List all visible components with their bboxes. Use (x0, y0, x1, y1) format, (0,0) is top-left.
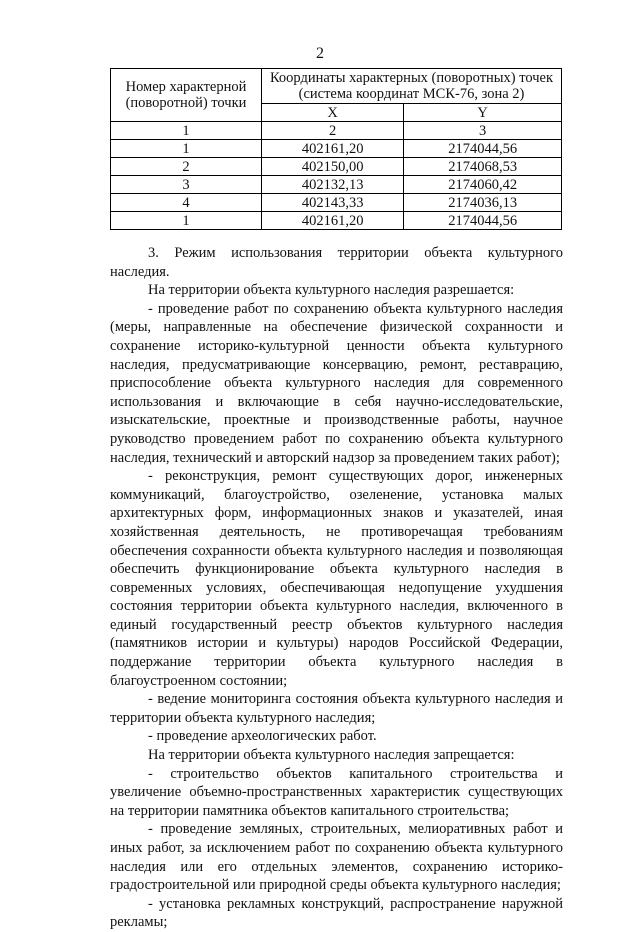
y-value: 2174044,56 (404, 212, 562, 230)
table-row (111, 176, 562, 194)
x-value: 402132,13 (262, 176, 404, 194)
x-value: 402161,20 (262, 212, 404, 230)
y-value: 2174068,53 (404, 158, 562, 176)
y-value: 2174060,42 (404, 176, 562, 194)
section-heading: 3. Режим использования территории объекта культурного наследия. (110, 245, 563, 280)
table-row (111, 158, 562, 176)
header-x: X (262, 104, 404, 122)
table-header-row (111, 69, 562, 104)
column-number: 1 (111, 122, 262, 140)
column-number: 3 (404, 122, 562, 140)
x-value: 402143,33 (262, 194, 404, 212)
table-row (111, 194, 562, 212)
header-y: Y (404, 104, 562, 122)
table-row (111, 140, 562, 158)
allowed-item: - реконструкция, ремонт существующих дорог, инженерных коммуникаций, благоустройство, озеленение, установка малых архитектурных форм, информационных знаков и указателей, иная хозяйственная деятельность, не противоречащая требованиям обеспечения сохранности объекта культурного наследия и позволяющая обеспечить функционирование объекта культурного наследия в современных условиях, обеспечивающая недопущение ухудшения состояния территории объекта культурного наследия, включенного в единый государственный реестр объектов культурного наследия (памятников истории и культуры) народов Российской Федерации, поддержание территории объекта культурного наследия в благоустроенном состоянии; (110, 468, 563, 689)
table-numbering-row (111, 122, 562, 140)
y-value: 2174044,56 (404, 140, 562, 158)
allowed-item: - проведение археологических работ. (148, 728, 377, 745)
page-number: 2 (316, 45, 324, 62)
allowed-item: - проведение работ по сохранению объекта культурного наследия (меры, направленные на обеспечение физической сохранности и сохранение историко-культурной ценности объекта культурного наследия, предусматривающие консервацию, ремонт, реставрацию, приспособление объекта культурного наследия для современного использования и включающие в себя научно-исследовательские, изыскательские, проектные и производственные работы, научное руководство проведением работ по сохранению объекта культурного наследия, технический и авторский надзор за проведением таких работ); (110, 300, 563, 466)
document-body (110, 244, 563, 932)
coordinates-table (110, 68, 562, 230)
point-number: 4 (111, 194, 262, 212)
prohibited-item: - установка рекламных конструкций, распространение наружной рекламы; (110, 895, 563, 931)
point-number: 1 (111, 140, 262, 158)
allowed-intro: На территории объекта культурного наследия разрешается: (148, 282, 515, 299)
table-row (111, 212, 562, 230)
point-number: 2 (111, 158, 262, 176)
point-number: 3 (111, 176, 262, 194)
prohibited-item: - строительство объектов капитального строительства и увеличение объемно-пространственных характеристик существующих на территории памятника объектов капитального строительства; (110, 765, 563, 819)
header-point-number: Номер характерной (поворотной) точки (111, 69, 262, 122)
point-number: 1 (111, 212, 262, 230)
prohibited-intro: На территории объекта культурного наследия запрещается: (148, 747, 515, 764)
x-value: 402150,00 (262, 158, 404, 176)
y-value: 2174036,13 (404, 194, 562, 212)
column-number: 2 (262, 122, 404, 140)
x-value: 402161,20 (262, 140, 404, 158)
prohibited-item: - проведение земляных, строительных, мелиоративных работ и иных работ, за исключением работ по сохранению объекта культурного наследия или его отдельных элементов, сохранению историко-градостроительной или природной среды объекта культурного наследия; (110, 821, 563, 894)
allowed-item: - ведение мониторинга состояния объекта культурного наследия и территории объекта культурного наследия; (110, 691, 563, 726)
header-coordinates: Координаты характерных (поворотных) точек (система координат МСК-76, зона 2) (262, 69, 562, 104)
